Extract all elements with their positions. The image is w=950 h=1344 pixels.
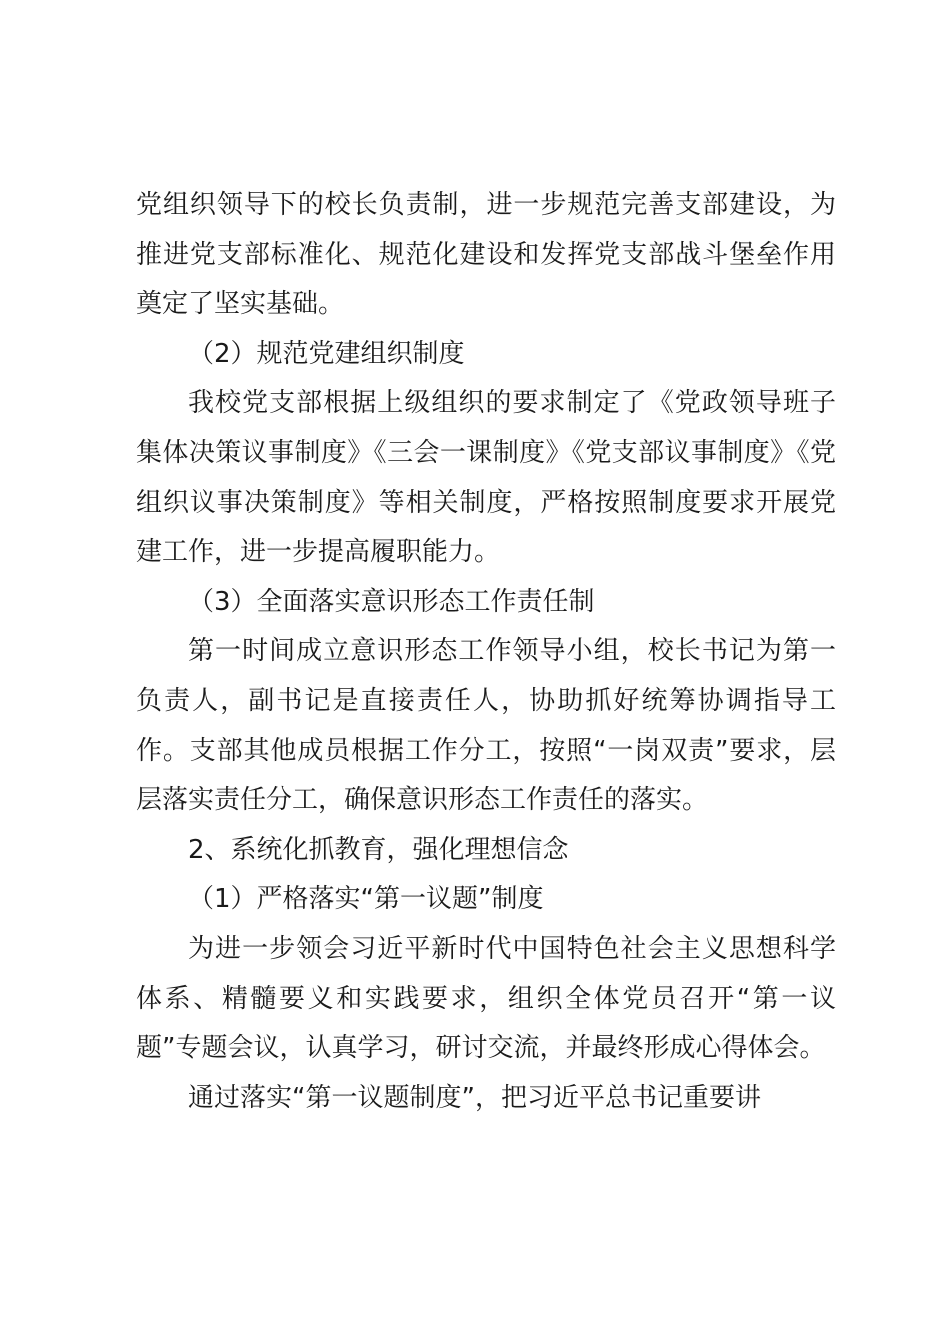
paragraph-continuation: 党组织领导下的校长负责制，进一步规范完善支部建设，为推进党支部标准化、规范化建设和发挥党支部战斗堡垒作用奠定了坚实基础。	[136, 190, 836, 320]
section-heading: 2、系统化抓教育，强化理想信念	[188, 834, 569, 865]
paragraph: 通过落实“第一议题制度”，把习近平总书记重要讲	[188, 1082, 761, 1113]
section-heading: （3）全面落实意识形态工作责任制	[188, 586, 595, 617]
paragraph: 为进一步领会习近平新时代中国特色社会主义思想科学体系、精髓要义和实践要求，组织全体党员召开“第一议题”专题会议，认真学习，研讨交流，并最终形成心得体会。	[136, 933, 836, 1064]
section-heading: （1）严格落实“第一议题”制度	[188, 884, 544, 915]
paragraph: 我校党支部根据上级组织的要求制定了《党政领导班子集体决策议事制度》《三会一课制度》《党支部议事制度》《党组织议事决策制度》等相关制度，严格按照制度要求开展党建工作，进一步提高履职能力。	[136, 388, 836, 568]
document-body	[136, 181, 836, 1123]
section-heading: （2）规范党建组织制度	[188, 338, 465, 369]
paragraph: 第一时间成立意识形态工作领导小组，校长书记为第一负责人，副书记是直接责任人，协助抓好统筹协调指导工作。支部其他成员根据工作分工，按照“一岗双责”要求，层层落实责任分工，确保意识形态工作责任的落实。	[136, 636, 836, 816]
